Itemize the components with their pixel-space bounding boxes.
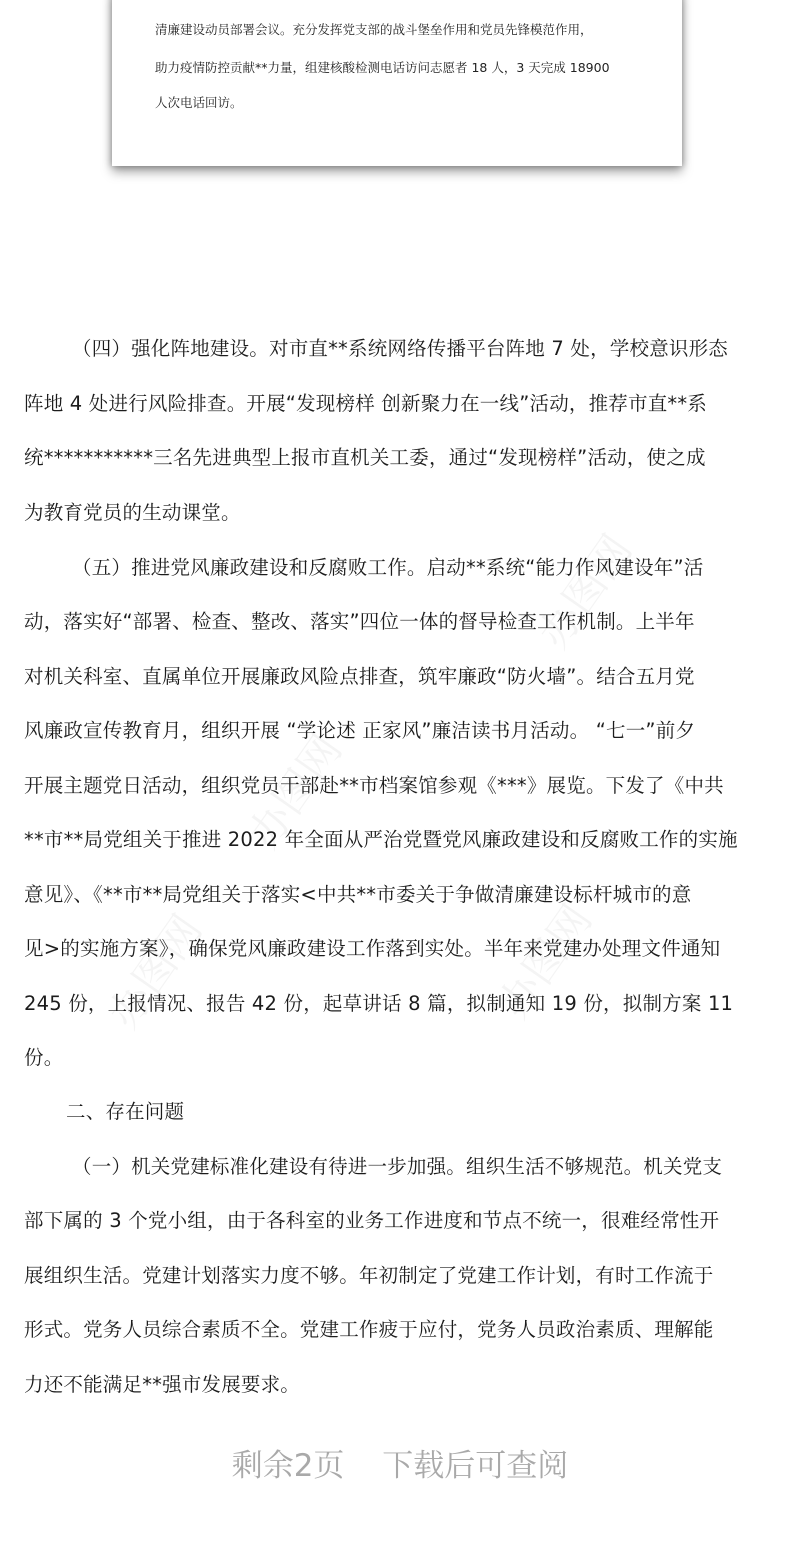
document-preview-card [112,0,682,166]
paragraph-line: 部下属的 3 个党小组，由于各科室的业务工作进度和节点不统一，很难经常性开 [24,1209,720,1232]
watermark [522,521,643,659]
paragraph-line: 统***********三名先进典型上报市直机关工委，通过“发现榜样”活动，使之成 [24,446,706,469]
watermark [92,901,213,1039]
paragraph-line: （四）强化阵地建设。对市直**系统网络传播平台阵地 7 处，学校意识形态 [72,337,729,360]
preview-line: 清廉建设动员部署会议。充分发挥党支部的战斗堡垒作用和党员先锋模范作用， [155,22,593,37]
section-heading: 二、存在问题 [66,1100,185,1123]
paragraph-line: 见>的实施方案》，确保党风廉政建设工作落到实处。半年来党建办处理文件通知 [24,937,721,960]
paragraph-line: 开展主题党日活动，组织党员干部赴**市档案馆参观《***》展览。下发了《中共 [24,774,724,797]
paragraph-line: 形式。党务人员综合素质不全。党建工作疲于应付，党务人员政治素质、理解能 [24,1318,714,1341]
paragraph-line: **市**局党组关于推进 2022 年全面从严治党暨党风廉政建设和反腐败工作的实施 [24,828,738,851]
preview-line: 人次电话回访。 [155,95,243,110]
paragraph-line: 力还不能满足**强市发展要求。 [24,1373,301,1396]
paragraph-line: （五）推进党风廉政建设和反腐败工作。启动**系统“能力作风建设年”活 [72,556,704,579]
paragraph-line: 动，落实好“部署、检查、整改、落实”四位一体的督导检查工作机制。上半年 [24,610,695,633]
paragraph-line: 245 份，上报情况、报告 42 份，起草讲话 8 篇，拟制通知 19 份，拟制方案 11 [24,992,734,1015]
paragraph-line: 意见》、《**市**局党组关于落实<中共**市委关于争做清廉建设标杆城市的意 [24,883,692,906]
remaining-pages-label: 剩余2页 [231,1448,345,1484]
preview-line: 助力疫情防控贡献**力量，组建核酸检测电话访问志愿者 18 人，3 天完成 18900 [155,60,610,75]
download-to-view-label: 下载后可查阅 [382,1448,569,1484]
paragraph-line: 为教育党员的生动课堂。 [24,501,241,524]
paragraph-line: 阵地 4 处进行风险排查。开展“发现榜样 创新聚力在一线”活动，推荐市直**系 [24,392,708,415]
remaining-pages-banner[interactable] [0,1440,800,1485]
paragraph-line: 对机关科室、直属单位开展廉政风险点排查，筑牢廉政“防火墙”。结合五月党 [24,665,695,688]
paragraph-line: 展组织生活。党建计划落实力度不够。年初制定了党建工作计划，有时工作流于 [24,1264,714,1287]
paragraph-line: 风廉政宣传教育月，组织开展 “学论述 正家风”廉洁读书月活动。 “七一”前夕 [24,719,696,742]
paragraph-line: （一）机关党建标准化建设有待进一步加强。组织生活不够规范。机关党支 [72,1155,723,1178]
paragraph-line: 份。 [24,1046,64,1069]
